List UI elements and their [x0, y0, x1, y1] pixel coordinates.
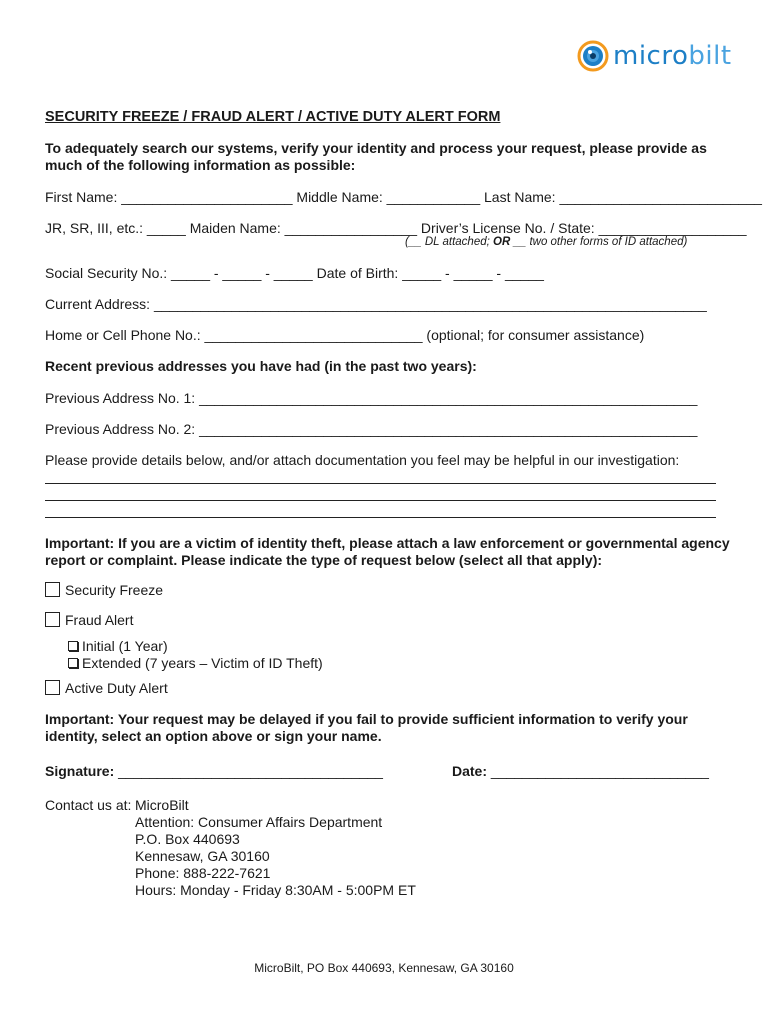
name-row[interactable]: First Name: ______________________ Middle Name: ____________ Last Name: __________________________ [45, 189, 762, 205]
previous-addresses-heading: Recent previous addresses you have had (in the past two years): [45, 358, 477, 374]
security-freeze-checkbox[interactable] [45, 582, 60, 597]
option-extended[interactable] [68, 655, 323, 671]
contact-pobox: P.O. Box 440693 [135, 831, 240, 847]
previous-address-2-row[interactable]: Previous Address No. 2: ________________________________________________________________ [45, 421, 698, 437]
details-line-2[interactable] [45, 500, 716, 501]
identity-theft-notice: Important: If you are a victim of identity theft, please attach a law enforcement or governmental agency report or complaint. Please indicate the type of request below (select all that apply): [45, 535, 730, 568]
option-fraud-alert[interactable] [45, 612, 133, 628]
initial-checkbox[interactable] [68, 641, 78, 651]
contact-city: Kennesaw, GA 30160 [135, 848, 270, 864]
option-initial[interactable] [68, 638, 168, 654]
delay-notice: Important: Your request may be delayed if you fail to provide sufficient information to verify your identity, select an option above or sign your name. [45, 711, 688, 744]
option-security-freeze[interactable] [45, 582, 163, 598]
id-attachment-note[interactable]: (__ DL attached; OR __ two other forms of ID attached) [405, 236, 688, 248]
page-footer: MicroBilt, PO Box 440693, Kennesaw, GA 30160 [254, 961, 514, 975]
previous-address-1-row[interactable]: Previous Address No. 1: ________________________________________________________________ [45, 390, 698, 406]
extended-label: Extended (7 years – Victim of ID Theft) [82, 655, 323, 671]
logo-wordmark: microbilt [613, 41, 732, 71]
signature-label: Signature: [45, 763, 115, 779]
microbilt-eye-icon [577, 40, 609, 72]
date-row[interactable] [452, 763, 709, 779]
contact-block [135, 797, 416, 899]
contact-hours: Hours: Monday - Friday 8:30AM - 5:00PM ET [135, 882, 416, 898]
contact-phone: Phone: 888-222-7621 [135, 865, 271, 881]
option-active-duty[interactable] [45, 680, 168, 696]
date-field[interactable]: ____________________________ [490, 763, 709, 779]
details-prompt: Please provide details below, and/or attach documentation you feel may be helpful in our investigation: [45, 452, 680, 468]
phone-row[interactable]: Home or Cell Phone No.: ____________________________ (optional; for consumer assistance) [45, 327, 645, 343]
initial-label: Initial (1 Year) [82, 638, 168, 654]
active-duty-label: Active Duty Alert [65, 680, 168, 696]
date-label: Date: [452, 763, 488, 779]
id-row[interactable]: JR, SR, III, etc.: _____ Maiden Name: _________________ Driver’s License No. / State: ___________________ [45, 220, 747, 236]
security-freeze-label: Security Freeze [65, 582, 164, 598]
contact-company: MicroBilt [135, 797, 189, 813]
active-duty-checkbox[interactable] [45, 680, 60, 695]
fraud-alert-checkbox[interactable] [45, 612, 60, 627]
extended-checkbox[interactable] [68, 658, 78, 668]
contact-label: Contact us at: [45, 797, 132, 813]
intro-text: To adequately search our systems, verify your identity and process your request, please provide as much of the following information as possible: [45, 140, 707, 173]
ssn-dob-row[interactable]: Social Security No.: _____ - _____ - _____ Date of Birth: _____ - _____ - _____ [45, 265, 544, 281]
fraud-alert-label: Fraud Alert [65, 612, 134, 628]
form-title: SECURITY FREEZE / FRAUD ALERT / ACTIVE DUTY ALERT FORM [45, 109, 501, 125]
details-line-3[interactable] [45, 517, 716, 518]
signature-row[interactable] [45, 763, 383, 779]
details-line-1[interactable] [45, 483, 716, 484]
microbilt-logo [577, 40, 732, 72]
current-address-row[interactable]: Current Address: _______________________________________________________________________ [45, 296, 707, 312]
contact-attention: Attention: Consumer Affairs Department [135, 814, 383, 830]
signature-field[interactable]: __________________________________ [118, 763, 383, 779]
